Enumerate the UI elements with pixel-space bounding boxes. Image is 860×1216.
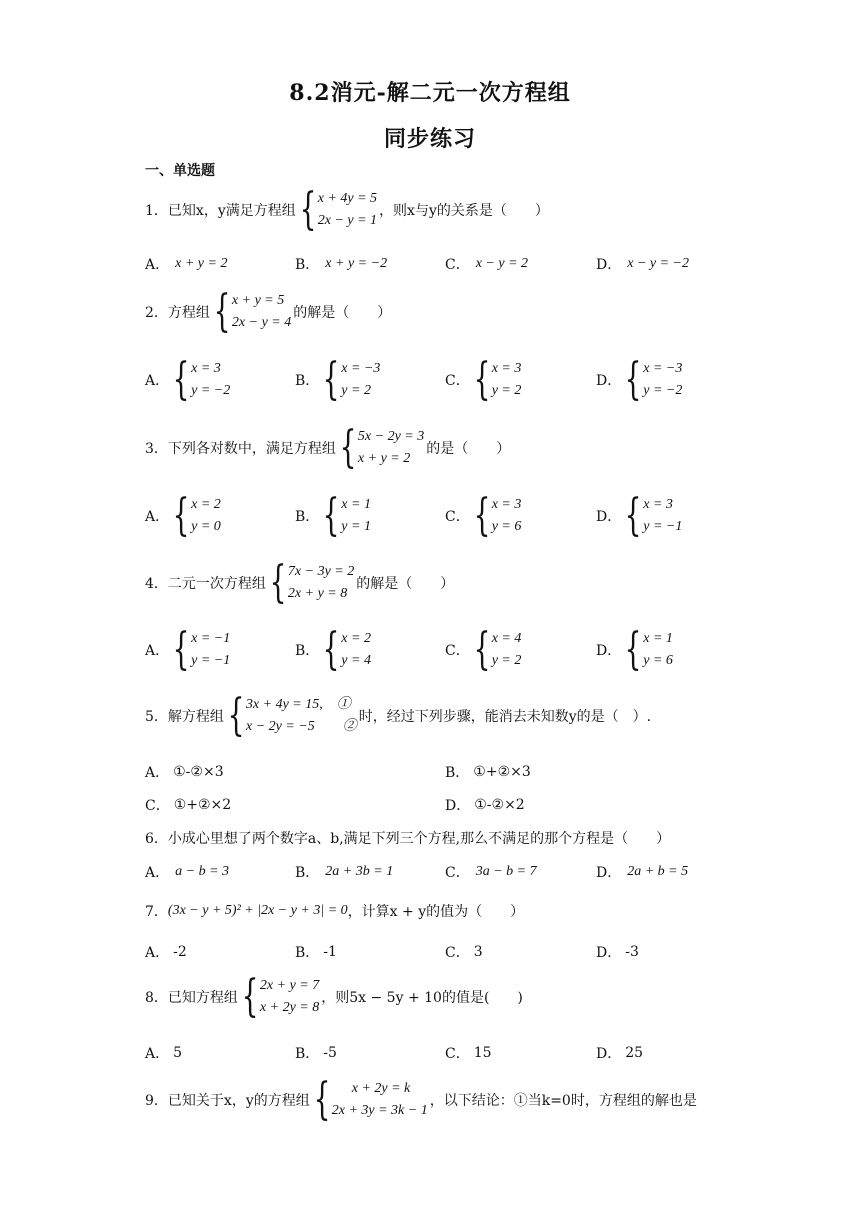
- option-d: D． { x = −3 y = −2: [596, 354, 683, 405]
- option-b: [295, 862, 393, 882]
- equation-system: { 7x − 3y = 2 2x + y = 8: [269, 557, 355, 608]
- question-3: [145, 422, 511, 473]
- equation: y = 6: [643, 653, 673, 668]
- equation: y = −1: [643, 519, 683, 534]
- equation: x = 1: [643, 631, 673, 646]
- question-number: 4．: [145, 576, 168, 592]
- option-a: [145, 942, 187, 962]
- option-c: C． { x = 3 y = 6: [445, 490, 522, 541]
- question-number: 9．: [145, 1093, 168, 1109]
- question-text: ，以下结论：①当k=0时，方程组的解也是: [429, 1093, 697, 1109]
- option-text: 25: [625, 1045, 644, 1061]
- equation: x = −3: [341, 361, 381, 376]
- option-label: D．: [445, 798, 471, 814]
- equation: 2x − y = 1: [317, 213, 378, 228]
- option-b: B． { x = 2 y = 4: [295, 624, 371, 675]
- equation: x = 2: [341, 631, 371, 646]
- option-text: 3: [473, 944, 483, 960]
- option-label: A．: [145, 865, 170, 881]
- question-9: [145, 1074, 697, 1125]
- page-title: 8.2消元-解二元一次方程组: [289, 80, 571, 106]
- equation: y = 0: [191, 519, 221, 534]
- question-1: [145, 184, 549, 235]
- equation: 2x + y = 7: [259, 978, 320, 993]
- question-text: 已知方程组: [167, 990, 238, 1006]
- equation: x + 4y = 5: [317, 191, 378, 206]
- option-label: A．: [145, 643, 170, 659]
- equation: x = 3: [491, 361, 522, 376]
- option-label: D．: [596, 257, 622, 273]
- question-text: 的解是（ ）: [356, 576, 455, 592]
- equation: x = 4: [491, 631, 522, 646]
- option-label: A．: [145, 945, 170, 961]
- question-5: [145, 690, 652, 741]
- equation: y = 2: [341, 383, 371, 398]
- question-text: 时，经过下列步骤，能消去未知数y的是（ ）.: [358, 709, 652, 725]
- option-label: D．: [596, 509, 622, 525]
- option-text: ①+②×3: [473, 764, 531, 780]
- question-text: 解方程组: [167, 709, 224, 725]
- option-text: 2a + b = 5: [627, 864, 689, 879]
- option-label: B．: [295, 1046, 320, 1062]
- question-number: 5．: [145, 709, 168, 725]
- option-label: D．: [596, 373, 622, 389]
- option-text: x + y = −2: [325, 256, 388, 271]
- question-7: [145, 901, 524, 921]
- option-b: B． { x = 1 y = 1: [295, 490, 371, 541]
- question-6: [145, 828, 670, 848]
- option-c: [445, 942, 483, 962]
- option-label: C．: [445, 373, 470, 389]
- question-text: ，则5x − 5y + 10的值是( ): [321, 990, 523, 1006]
- option-b: [295, 1043, 337, 1063]
- equation-system: { 2x + y = 7 x + 2y = 8: [241, 971, 320, 1022]
- option-label: B．: [295, 643, 320, 659]
- option-a: A． { x = 2 y = 0: [145, 490, 221, 541]
- question-number: 6．: [145, 831, 168, 847]
- question-text: 下列各对数中，满足方程组: [167, 441, 336, 457]
- equation-system: { x + y = 5 2x − y = 4: [213, 286, 292, 337]
- equation: x = 3: [491, 497, 522, 512]
- math-expression: (3x − y + 5)² + |2x − y + 3| = 0: [167, 903, 348, 918]
- option-text: x − y = 2: [475, 256, 529, 271]
- option-text: ①+②×2: [173, 797, 232, 813]
- option-label: B．: [295, 373, 320, 389]
- equation: x = 3: [643, 497, 673, 512]
- question-text: 的解是（ ）: [293, 305, 392, 321]
- equation: x − 2y = −5 ②: [245, 719, 357, 734]
- option-label: B．: [295, 257, 320, 273]
- question-text: 小成心里想了两个数字a、b,满足下列三个方程,那么不满足的那个方程是（ ）: [167, 831, 671, 847]
- option-label: D．: [596, 1046, 622, 1062]
- equation: x = 1: [341, 497, 371, 512]
- equation: x = 2: [191, 497, 221, 512]
- question-number: 2．: [145, 305, 168, 321]
- option-b: [295, 254, 387, 274]
- option-c: [445, 862, 537, 882]
- question-number: 1．: [145, 203, 168, 219]
- option-text: ①-②×2: [474, 797, 525, 813]
- option-label: B．: [295, 945, 320, 961]
- equation: y = −2: [191, 383, 231, 398]
- question-text: 的是（ ）: [426, 441, 511, 457]
- equation: y = 2: [491, 653, 522, 668]
- equation-system: { x + 4y = 5 2x − y = 1: [299, 184, 378, 235]
- page-subtitle: 同步练习: [383, 126, 476, 152]
- option-text: -2: [173, 944, 187, 960]
- option-label: D．: [596, 945, 622, 961]
- question-text: ，则x与y的关系是（ ）: [379, 203, 549, 219]
- option-label: A．: [145, 509, 170, 525]
- equation: y = 1: [341, 519, 371, 534]
- option-text: -1: [323, 944, 337, 960]
- question-number: 7．: [145, 904, 168, 920]
- option-label: A．: [145, 1046, 170, 1062]
- option-a: A． { x = 3 y = −2: [145, 354, 231, 405]
- question-8: [145, 971, 523, 1022]
- equation-system: { x + 2y = k 2x + 3y = 3k − 1: [313, 1074, 428, 1125]
- option-label: B．: [295, 865, 320, 881]
- option-c: C． { x = 3 y = 2: [445, 354, 522, 405]
- question-text: 方程组: [167, 305, 210, 321]
- option-label: C．: [445, 865, 470, 881]
- option-d: [596, 862, 688, 882]
- option-text: ①-②×3: [173, 764, 224, 780]
- option-label: B．: [445, 765, 470, 781]
- question-4: [145, 557, 455, 608]
- equation: x + 2y = k: [351, 1081, 411, 1096]
- equation: 5x − 2y = 3: [357, 429, 425, 444]
- option-d: [596, 254, 689, 274]
- option-text: a − b = 3: [175, 864, 230, 879]
- equation-system: { 3x + 4y = 15, ① x − 2y = −5 ②: [227, 690, 357, 741]
- option-d: [445, 795, 525, 815]
- equation: 3x + 4y = 15, ①: [245, 697, 351, 712]
- equation: y = 2: [491, 383, 522, 398]
- question-2: [145, 286, 392, 337]
- question-text: 已知关于x，y的方程组: [167, 1093, 310, 1109]
- option-label: C．: [145, 798, 170, 814]
- option-text: x − y = −2: [627, 256, 690, 271]
- equation-system: { 5x − 2y = 3 x + y = 2: [339, 422, 425, 473]
- option-d: D． { x = 3 y = −1: [596, 490, 683, 541]
- equation: x + y = 5: [231, 293, 285, 308]
- option-a: [145, 862, 229, 882]
- equation: y = −1: [191, 653, 231, 668]
- option-c: [445, 254, 528, 274]
- option-a: [145, 1043, 182, 1063]
- question-text: ，计算x + y的值为（ ）: [347, 904, 525, 920]
- option-a: [145, 254, 227, 274]
- option-d: [596, 1043, 643, 1063]
- option-text: 5: [173, 1045, 183, 1061]
- option-d: [596, 942, 639, 962]
- option-b: [295, 942, 337, 962]
- equation: y = 4: [341, 653, 371, 668]
- question-text: 二元一次方程组: [167, 576, 266, 592]
- question-number: 8．: [145, 990, 168, 1006]
- option-a: A． { x = −1 y = −1: [145, 624, 231, 675]
- equation: x = −3: [643, 361, 683, 376]
- option-c: [445, 1043, 492, 1063]
- equation: y = −2: [643, 383, 683, 398]
- option-label: D．: [596, 865, 622, 881]
- option-label: D．: [596, 643, 622, 659]
- option-label: C．: [445, 643, 470, 659]
- option-text: 2a + 3b = 1: [325, 864, 394, 879]
- option-label: C．: [445, 945, 470, 961]
- option-label: C．: [445, 1046, 470, 1062]
- option-b: [445, 762, 531, 782]
- option-label: A．: [145, 765, 170, 781]
- option-text: 3a − b = 7: [475, 864, 537, 879]
- equation: 2x − y = 4: [231, 315, 292, 330]
- option-d: D． { x = 1 y = 6: [596, 624, 673, 675]
- question-number: 3．: [145, 441, 168, 457]
- question-text: 已知x，y满足方程组: [167, 203, 296, 219]
- option-c: [145, 795, 231, 815]
- option-label: B．: [295, 509, 320, 525]
- option-text: x + y = 2: [175, 256, 228, 271]
- equation: 7x − 3y = 2: [287, 564, 355, 579]
- option-b: B． { x = −3 y = 2: [295, 354, 381, 405]
- option-label: C．: [445, 509, 470, 525]
- option-label: A．: [145, 373, 170, 389]
- option-c: C． { x = 4 y = 2: [445, 624, 522, 675]
- option-text: 15: [473, 1045, 492, 1061]
- equation: x = −1: [191, 631, 231, 646]
- equation: x + y = 2: [357, 451, 411, 466]
- equation: 2x + 3y = 3k − 1: [331, 1103, 428, 1118]
- option-text: -5: [323, 1045, 337, 1061]
- option-a: [145, 762, 224, 782]
- option-label: C．: [445, 257, 470, 273]
- equation: x = 3: [191, 361, 221, 376]
- equation: 2x + y = 8: [287, 586, 348, 601]
- option-label: A．: [145, 257, 170, 273]
- equation: y = 6: [491, 519, 522, 534]
- section-heading: 一、单选题: [145, 163, 215, 179]
- equation: x + 2y = 8: [259, 1000, 320, 1015]
- option-text: -3: [625, 944, 639, 960]
